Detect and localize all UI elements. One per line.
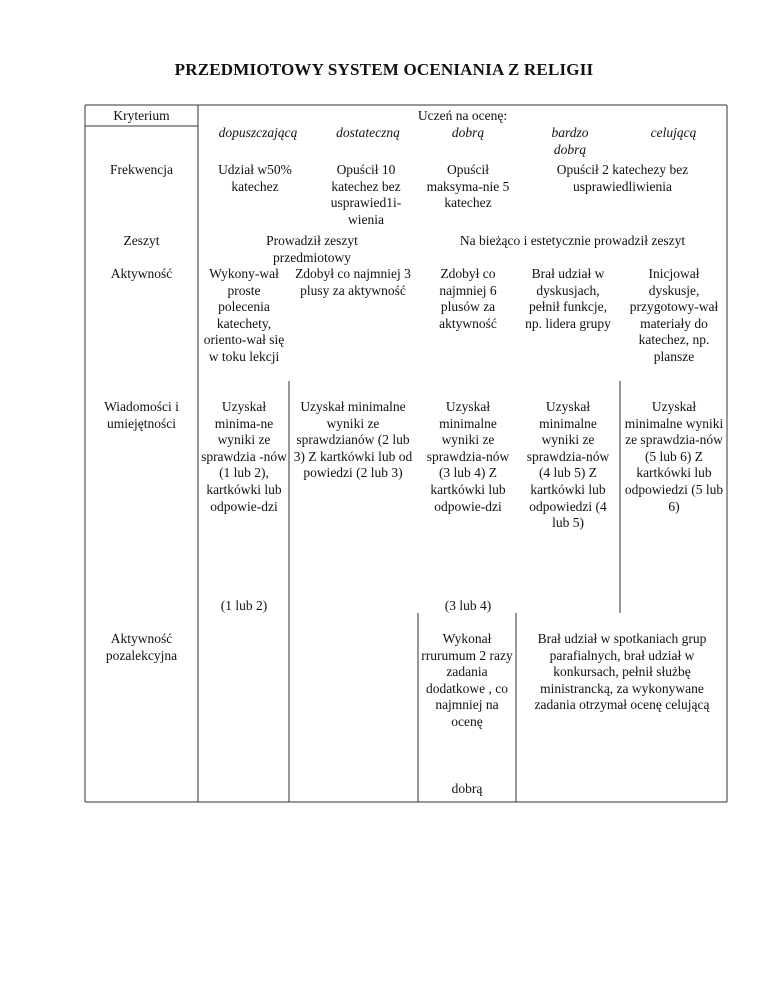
cell-aktywnosc-bardzo-dobra: Brał udział w dyskusjach, pełnił funkcje, np. lidera grupy (525, 266, 611, 331)
header-uczen-na-ocene: Uczeń na ocenę: (417, 108, 508, 123)
cell-wiadomosci-dostateczna: Uzyskał minimalne wyniki ze sprawdzianów (2 lub 3) Z kartkówki lub od powiedzi (2 lub 3) (293, 399, 413, 481)
label-wiadomosci: Wiadomości i umiejętności (104, 399, 179, 431)
cell-aktywnosc-dobra: Zdobył co najmniej 6 plusów za aktywność (439, 266, 497, 331)
cell-wiadomosci-dobra-extra: (3 lub 4) (444, 598, 492, 613)
label-frekwencja: Frekwencja (110, 162, 173, 177)
grade-bardzo-dobra: bardzo dobrą (551, 125, 589, 157)
cell-frekwencja-dopuszczajaca: Udział w50% katechez (218, 162, 292, 194)
label-aktywnosc-pozalekcyjna: Aktywność pozalekcyjna (105, 631, 178, 663)
cell-frekwencja-bardzo-dobra-celujaca: Opuścił 2 katechezy bez usprawiedliwienia (556, 162, 689, 194)
cell-frekwencja-dobra: Opuścił maksyma-nie 5 katechez (426, 162, 510, 211)
cell-wiadomosci-bardzo-dobra: Uzyskał minimalne wyniki ze sprawdzia-nów (4 lub 5) Z kartkówki lub odpowiedzi (4 lub 5) (526, 399, 610, 531)
cell-pozalekcyjna-bardzo-dobra-celujaca: Brał udział w spotkaniach grup parafialnych, brał udział w konkursach, pełnił służbę ministrancką, za wykonywane zadania otrzymał ocenę celującą (534, 631, 710, 713)
cell-pozalekcyjna-dobra: Wykonał rrurumum 2 razy zadania dodatkowe , co najmniej na ocenę (421, 631, 513, 729)
cell-wiadomosci-dobra: Uzyskał minimalne wyniki ze sprawdzia-nów (3 lub 4) Z kartkówki lub odpowie-dzi (426, 399, 510, 514)
cell-wiadomosci-dopuszczajaca: Uzyskał minima-ne wyniki ze sprawdzia -nów (1 lub 2), kartkówki lub odpowie-dzi (201, 399, 287, 514)
grade-dobra: dobrą (451, 125, 485, 140)
header-kryterium: Kryterium (113, 108, 170, 123)
page-title: PRZEDMIOTOWY SYSTEM OCENIANIA Z RELIGII (174, 60, 594, 79)
cell-aktywnosc-dostateczna: Zdobył co najmniej 3 plusy za aktywność (295, 266, 411, 298)
cell-wiadomosci-celujaca: Uzyskał minimalne wyniki ze sprawdzia-nów (5 lub 6) Z kartkówki lub odpowiedzi (5 lub 6) (624, 399, 724, 514)
cell-frekwencja-dostateczna: Opuścił 10 katechez bez usprawied1i-wienia (330, 162, 402, 227)
cell-aktywnosc-celujaca: Inicjował dyskusje, przygotowy-wał materiały do katechez, np. plansze (629, 266, 719, 364)
label-zeszyt: Zeszyt (123, 233, 160, 248)
grade-dostateczna: dostateczną (336, 125, 400, 140)
cell-zeszyt-dobra-celujaca: Na bieżąco i estetycznie prowadził zeszyt (459, 233, 686, 248)
cell-pozalekcyjna-dobra-extra: dobrą (451, 781, 483, 796)
grade-celujaca: celującą (650, 125, 697, 140)
cell-aktywnosc-dopuszczajaca: Wykony-wał proste polecenia katechety, oriento-wał się w toku lekcji (203, 266, 285, 364)
cell-wiadomosci-dopuszczajaca-extra: (1 lub 2) (220, 598, 268, 613)
cell-zeszyt-dopuszczajaca-dostateczna: Prowadził zeszyt przedmiotowy (266, 233, 358, 265)
grade-dopuszczajaca: dopuszczającą (218, 125, 298, 140)
label-aktywnosc: Aktywność (110, 266, 173, 281)
